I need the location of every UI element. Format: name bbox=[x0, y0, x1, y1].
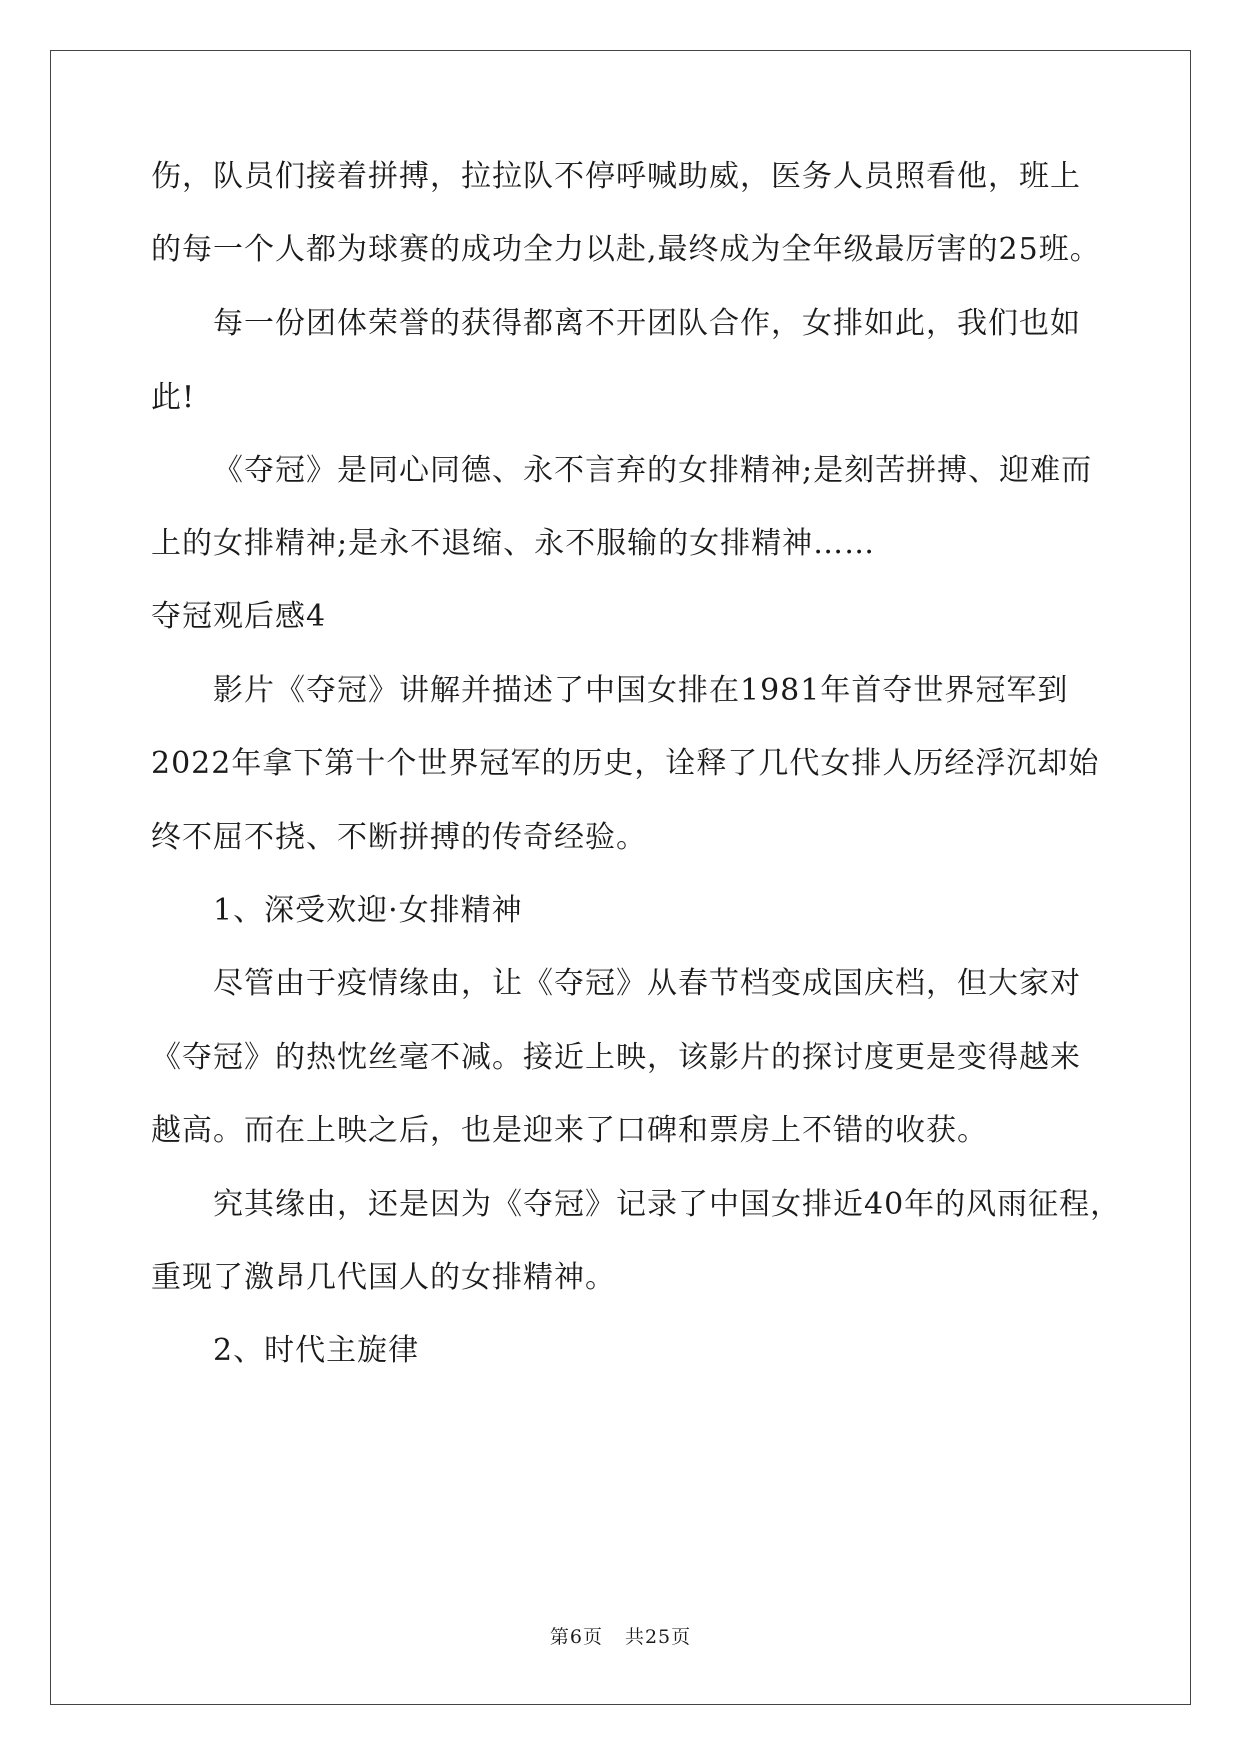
text-line: 越高。而在上映之后，也是迎来了口碑和票房上不错的收获。 bbox=[151, 1113, 988, 1148]
text-line: 影片《夺冠》讲解并描述了中国女排在1981年首夺世界冠军到 bbox=[213, 673, 1069, 708]
text-line: 尽管由于疫情缘由，让《夺冠》从春节档变成国庆档，但大家对 bbox=[213, 966, 1081, 1001]
text-line: 究其缘由，还是因为《夺冠》记录了中国女排近40年的风雨征程， bbox=[213, 1187, 1122, 1222]
text-line: 2022年拿下第十个世界冠军的历史，诠释了几代女排人历经浮沉却始 bbox=[151, 746, 1100, 781]
text-line: 终不屈不挠、不断拼搏的传奇经验。 bbox=[151, 820, 647, 855]
subheading: 2、时代主旋律 bbox=[213, 1333, 420, 1368]
page-footer bbox=[0, 1625, 1241, 1649]
text-line: 重现了激昂几代国人的女排精神。 bbox=[151, 1260, 616, 1295]
subheading: 1、深受欢迎·女排精神 bbox=[213, 893, 523, 928]
section-heading: 夺冠观后感4 bbox=[151, 599, 327, 634]
text-line: 伤，队员们接着拼搏，拉拉队不停呼喊助威，医务人员照看他，班上 bbox=[151, 159, 1081, 194]
text-line: 的每一个人都为球赛的成功全力以赴,最终成为全年级最厉害的25班。 bbox=[151, 232, 1101, 267]
page-number: 第6页 bbox=[549, 1626, 603, 1648]
text-line: 每一份团体荣誉的获得都离不开团队合作，女排如此，我们也如 bbox=[213, 306, 1081, 341]
text-line: 《夺冠》的热忱丝毫不减。接近上映，该影片的探讨度更是变得越来 bbox=[151, 1040, 1081, 1075]
text-line: 《夺冠》是同心同德、永不言弃的女排精神;是刻苦拼搏、迎难而 bbox=[213, 453, 1093, 488]
text-line: 此! bbox=[151, 380, 196, 415]
text-line: 上的女排精神;是永不退缩、永不服输的女排精神…… bbox=[151, 526, 876, 561]
page-border bbox=[50, 50, 1191, 1705]
total-pages: 共25页 bbox=[624, 1626, 692, 1648]
